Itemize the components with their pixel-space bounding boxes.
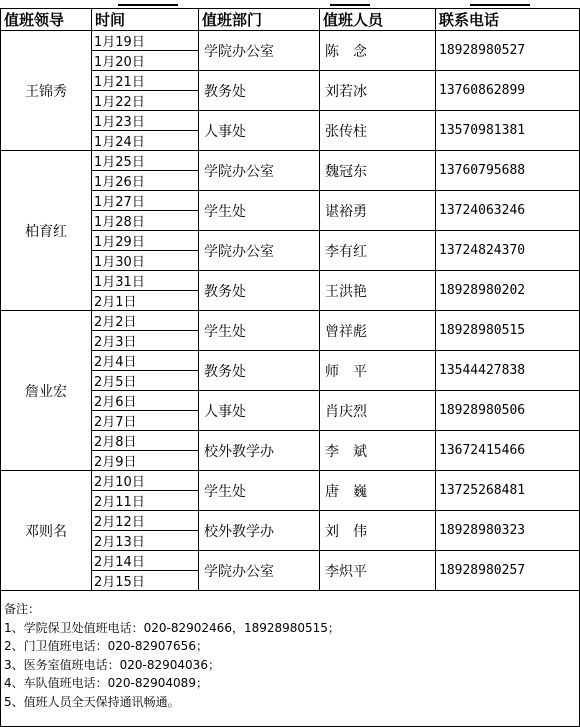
- header-phone: 联系电话: [436, 9, 580, 31]
- table-row: [1, 31, 580, 51]
- duty-roster-table: [0, 8, 580, 727]
- table-row: [1, 311, 580, 331]
- note-line: 3、医务室值班电话：020-82904036；: [4, 657, 220, 672]
- duty-person: 陈 念: [320, 31, 436, 71]
- duty-department: 学院办公室: [199, 551, 320, 591]
- duty-date: 1月27日: [92, 191, 199, 211]
- duty-date: 1月19日: [92, 31, 199, 51]
- contact-phone: 18928980506: [436, 391, 580, 431]
- duty-person: 曾祥彪: [320, 311, 436, 351]
- header-leader: 值班领导: [1, 9, 92, 31]
- duty-department: 教务处: [199, 351, 320, 391]
- duty-date: 2月6日: [92, 391, 199, 411]
- duty-department: 教务处: [199, 71, 320, 111]
- note-line: 5、值班人员全天保持通讯畅通。: [4, 694, 180, 709]
- contact-phone: 13760795688: [436, 151, 580, 191]
- duty-date: 2月8日: [92, 431, 199, 451]
- duty-date: 1月22日: [92, 91, 199, 111]
- contact-phone: 13724824370: [436, 231, 580, 271]
- duty-date: 2月15日: [92, 571, 199, 591]
- duty-department: 人事处: [199, 391, 320, 431]
- duty-date: 1月20日: [92, 51, 199, 71]
- duty-department: 校外教学办: [199, 431, 320, 471]
- duty-date: 2月1日: [92, 291, 199, 311]
- duty-date: 1月25日: [92, 151, 199, 171]
- duty-date: 2月9日: [92, 451, 199, 471]
- contact-phone: 18928980323: [436, 511, 580, 551]
- duty-person: 李 斌: [320, 431, 436, 471]
- leader-name: 柏育红: [1, 151, 92, 311]
- notes-title: 备注：: [4, 602, 41, 616]
- contact-phone: 18928980257: [436, 551, 580, 591]
- duty-person: 刘若冰: [320, 71, 436, 111]
- duty-date: 2月4日: [92, 351, 199, 371]
- contact-phone: 13544427838: [436, 351, 580, 391]
- duty-department: 学院办公室: [199, 151, 320, 191]
- note-line: 2、门卫值班电话：020-82907656；: [4, 639, 208, 654]
- contact-phone: 18928980515: [436, 311, 580, 351]
- duty-date: 1月23日: [92, 111, 199, 131]
- duty-department: 学生处: [199, 191, 320, 231]
- duty-person: 魏冠东: [320, 151, 436, 191]
- notes-cell: [1, 591, 580, 727]
- duty-date: 1月24日: [92, 131, 199, 151]
- duty-person: 师 平: [320, 351, 436, 391]
- contact-phone: 18928980202: [436, 271, 580, 311]
- duty-date: 1月28日: [92, 211, 199, 231]
- duty-roster-sheet: [0, 8, 579, 727]
- cropped-title-remnant: [0, 0, 579, 8]
- duty-date: 2月14日: [92, 551, 199, 571]
- duty-department: 学院办公室: [199, 231, 320, 271]
- contact-phone: 13570981381: [436, 111, 580, 151]
- duty-date: 1月30日: [92, 251, 199, 271]
- duty-date: 1月31日: [92, 271, 199, 291]
- duty-date: 2月10日: [92, 471, 199, 491]
- duty-department: 学生处: [199, 311, 320, 351]
- duty-date: 2月2日: [92, 311, 199, 331]
- header-time: 时间: [92, 9, 199, 31]
- duty-date: 1月29日: [92, 231, 199, 251]
- leader-name: 王锦秀: [1, 31, 92, 151]
- contact-phone: 13672415466: [436, 431, 580, 471]
- contact-phone: 13725268481: [436, 471, 580, 511]
- contact-phone: 13760862899: [436, 71, 580, 111]
- duty-person: 谌裕勇: [320, 191, 436, 231]
- duty-date: 2月5日: [92, 371, 199, 391]
- duty-date: 1月21日: [92, 71, 199, 91]
- header-dept: 值班部门: [199, 9, 320, 31]
- duty-person: 王洪艳: [320, 271, 436, 311]
- duty-date: 2月3日: [92, 331, 199, 351]
- duty-person: 李炽平: [320, 551, 436, 591]
- roster-body: [1, 31, 580, 591]
- duty-person: 唐 巍: [320, 471, 436, 511]
- note-line: 1、学院保卫处值班电话：020-82902466，18928980515；: [4, 620, 340, 635]
- duty-person: 肖庆烈: [320, 391, 436, 431]
- leader-name: 邓则名: [1, 471, 92, 591]
- table-row: [1, 471, 580, 491]
- duty-department: 学院办公室: [199, 31, 320, 71]
- duty-date: 2月13日: [92, 531, 199, 551]
- duty-person: 刘 伟: [320, 511, 436, 551]
- duty-department: 人事处: [199, 111, 320, 151]
- duty-date: 2月11日: [92, 491, 199, 511]
- note-line: 4、车队值班电话：020-82904089；: [4, 676, 208, 691]
- duty-date: 2月12日: [92, 511, 199, 531]
- contact-phone: 13724063246: [436, 191, 580, 231]
- header-person: 值班人员: [320, 9, 436, 31]
- leader-name: 詹业宏: [1, 311, 92, 471]
- contact-phone: 18928980527: [436, 31, 580, 71]
- notes-row: [1, 591, 580, 727]
- duty-department: 校外教学办: [199, 511, 320, 551]
- duty-department: 教务处: [199, 271, 320, 311]
- duty-department: 学生处: [199, 471, 320, 511]
- duty-date: 1月26日: [92, 171, 199, 191]
- duty-person: 张传柱: [320, 111, 436, 151]
- header-row: [1, 9, 580, 31]
- duty-date: 2月7日: [92, 411, 199, 431]
- duty-person: 李有红: [320, 231, 436, 271]
- table-row: [1, 151, 580, 171]
